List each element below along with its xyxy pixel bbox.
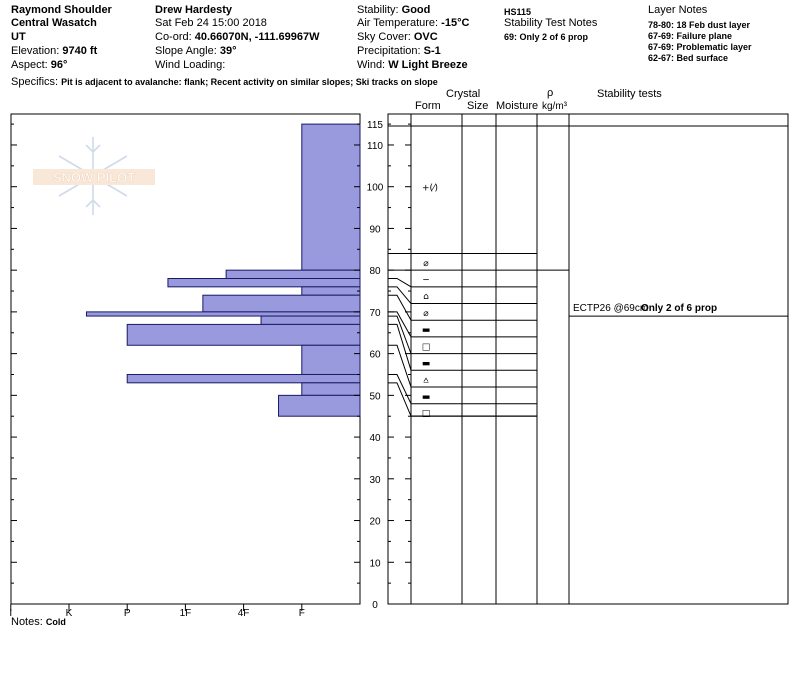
hardness-bars [86,124,360,416]
stability-tests-header: Stability tests [597,88,662,100]
depth-tick-label: 60 [369,349,381,361]
snow-height: HS115 [504,7,532,17]
hardness-tick-label: K [65,608,73,619]
watermark-text: SNOW PILOT [52,170,136,185]
hardness-tick-label: 1F [179,608,192,619]
grain-form-symbol: □ [421,409,431,420]
layer-note: 62-67: Bed surface [648,53,729,63]
sky-cover: Sky Cover: OVC [357,31,438,43]
form-header: Form [415,100,441,112]
hardness-bar [261,316,360,324]
notes: Notes: Cold [11,616,66,628]
hardness-bar [226,270,360,278]
coordinates: Co-ord: 40.66070N, -111.69967W [155,31,320,43]
stability-notes-title: Stability Test Notes [504,17,598,29]
grain-form-symbol: +(⁄) [422,183,439,194]
depth-tick-label: 20 [369,516,381,528]
stability-test-result [569,303,788,316]
layer-connector [388,279,411,287]
elevation: Elevation: 9740 ft [11,45,98,57]
stability: Stability: Good [357,4,431,16]
depth-tick-label: 70 [369,307,381,319]
layer-connector [388,383,411,416]
layer-note: 78-80: 18 Feb dust layer [648,20,751,30]
slope-angle: Slope Angle: 39° [155,45,237,57]
layer-note: 67-69: Failure plane [648,31,733,41]
depth-tick-label: 110 [367,140,383,152]
layer-connector [388,316,411,354]
size-header: Size [467,100,489,112]
grain-form-symbol: ▬ [421,325,431,336]
precipitation: Precipitation: S-1 [357,45,441,57]
grain-form-symbol: ⌀ [423,258,429,269]
hardness-bar [86,312,360,316]
grain-forms [422,184,438,419]
aspect: Aspect: 96° [11,59,68,71]
grain-form-symbol: − [422,275,430,286]
hardness-bar [127,324,360,345]
depth-tick-label: 115 [367,120,383,132]
observation-datetime: Sat Feb 24 15:00 2018 [155,17,267,29]
hardness-bar [127,374,360,382]
profile-table [388,114,788,604]
depth-tick-label: 40 [369,433,381,445]
hardness-tick-label: 4F [237,608,250,619]
range-name: Central Wasatch [11,17,97,29]
layer-notes-title: Layer Notes [648,4,708,16]
depth-tick-label: 10 [369,558,381,570]
snowpilot-watermark [33,137,155,215]
moisture-header: Moisture [496,100,539,112]
depth-tick-label: 100 [366,182,384,194]
grain-form-symbol: ▬ [421,358,431,369]
stability-notes-text: 69: Only 2 of 6 prop [504,32,589,42]
stability-test-label: ECTP26 @69cm [573,303,649,315]
state-name: UT [11,31,26,43]
density-symbol: ρ [547,87,554,99]
grain-form-symbol: ⩟ [423,375,429,386]
grain-form-symbol: ⌀ [423,308,429,319]
hardness-bar [279,395,360,416]
specifics: Specifics: Pit is adjacent to avalanche: flank; Recent activity on similar slopes; Ski tracks on slope [11,76,438,88]
location-name: Raymond Shoulder [11,4,112,16]
depth-tick-label: 0 [372,600,378,611]
hardness-bar [302,345,360,374]
hardness-tick-label: F [298,608,305,619]
hardness-bar [302,383,360,396]
wind-loading: Wind Loading: [155,59,226,71]
grain-form-symbol: ⌂ [423,292,429,303]
stability-test-note: Only 2 of 6 prop [641,303,718,315]
observer-name: Drew Hardesty [155,4,233,16]
hardness-bar [302,124,360,270]
density-unit: kg/m³ [542,101,567,112]
wind: Wind: W Light Breeze [357,59,468,71]
hardness-bar [203,295,360,312]
hardness-bar [302,287,360,295]
depth-tick-label: 90 [369,224,381,236]
hardness-bar [168,279,360,287]
hardness-tick-label: P [123,608,131,619]
layer-boundaries [388,253,569,416]
hardness-tick-label: I [9,608,13,619]
grain-form-symbol: □ [421,342,431,353]
layer-note: 67-69: Problematic layer [648,42,752,52]
grain-form-symbol: ▬ [421,392,431,403]
depth-tick-label: 50 [369,391,381,403]
depth-tick-label: 30 [369,474,381,486]
depth-axis [367,120,411,611]
crystal-header: Crystal [446,88,481,100]
depth-tick-label: 80 [369,266,381,278]
air-temperature: Air Temperature: -15°C [357,17,470,29]
